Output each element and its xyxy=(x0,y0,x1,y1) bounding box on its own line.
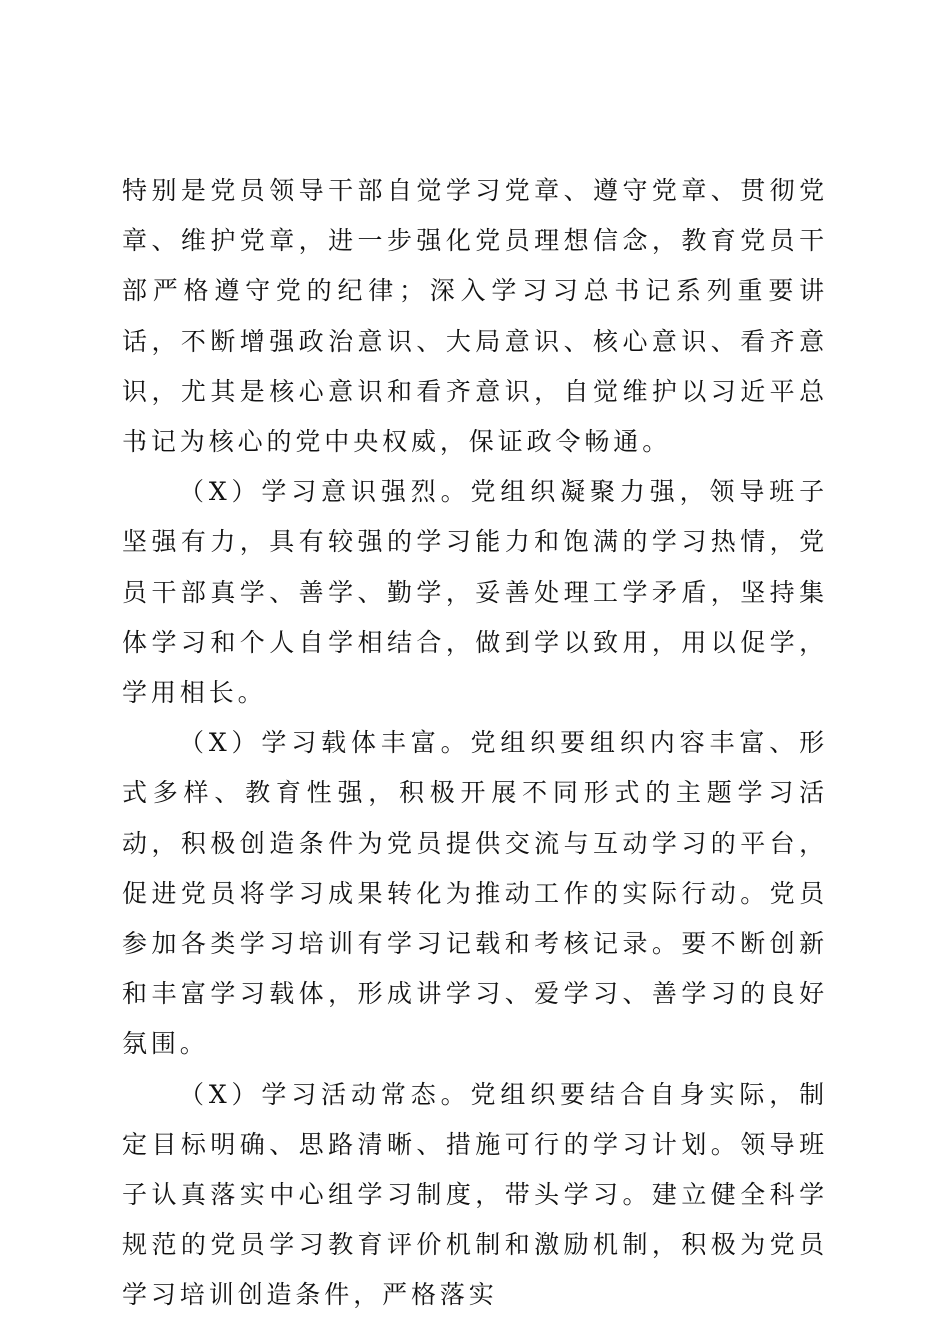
paragraph-learning-carriers: （X）学习载体丰富。党组织要组织内容丰富、形式多样、教育性强，积极开展不同形式的主题学习活动，积极创造条件为党员提供交流与互动学习的平台，促进党员将学习成果转化为推动工作的实际行动。党员参加各类学习培训有学习记载和考核记录。要不断创新和丰富学习载体，形成讲学习、爱学习、善学习的良好氛围。 xyxy=(122,728,828,1059)
paragraph-learning-activities: （X）学习活动常态。党组织要结合自身实际，制定目标明确、思路清晰、措施可行的学习计划。领导班子认真落实中心组学习制度，带头学习。建立健全科学规范的党员学习教育评价机制和激励机制，积极为党员学习培训创造条件，严格落实 xyxy=(122,1079,828,1310)
paragraph-learning-awareness: （X）学习意识强烈。党组织凝聚力强，领导班子坚强有力，具有较强的学习能力和饱满的学习热情，党员干部真学、善学、勤学，妥善处理工学矛盾，坚持集体学习和个人自学相结合，做到学以致用，用以促学，学用相长。 xyxy=(122,477,828,708)
paragraph-continuation: 特别是党员领导干部自觉学习党章、遵守党章、贯彻党章、维护党章，进一步强化党员理想信念，教育党员干部严格遵守党的纪律；深入学习习总书记系列重要讲话，不断增强政治意识、大局意识、核心意识、看齐意识，尤其是核心意识和看齐意识，自觉维护以习近平总书记为核心的党中央权威，保证政令畅通。 xyxy=(122,176,828,457)
document-body xyxy=(122,166,828,1321)
